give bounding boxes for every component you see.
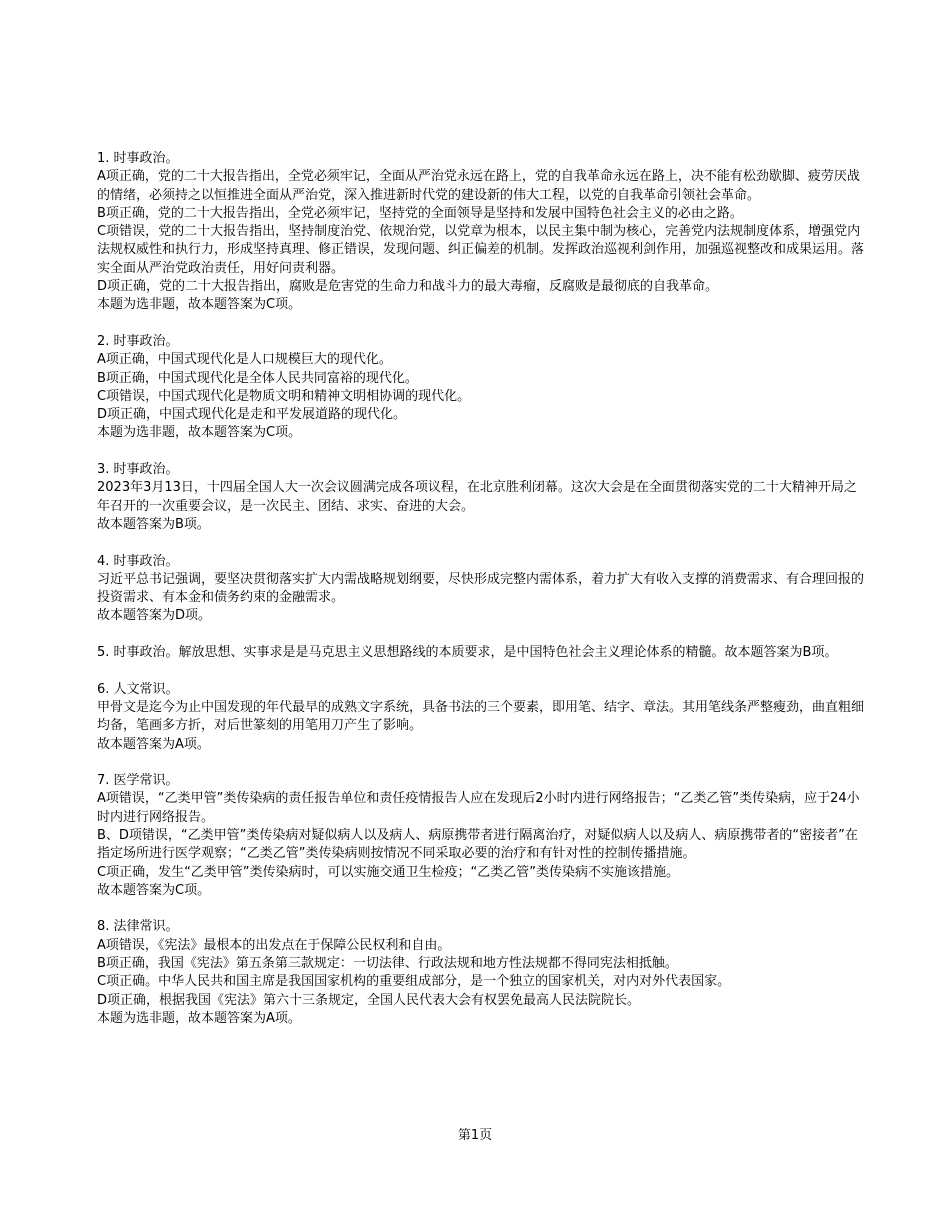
question-2-explanation xyxy=(97,333,869,443)
option-a-analysis: A项正确，党的二十大报告指出，全党必须牢记，全面从严治党永远在路上，党的自我革命永远在路上，决不能有松劲歇脚、疲劳厌战的情绪，必须持之以恒推进全面从严治党，深入推进新时代党的建设新的伟大工程，以党的自我革命引领社会革命。 xyxy=(97,169,860,203)
answer-line: 本题为选非题，故本题答案为C项。 xyxy=(97,425,302,441)
question-4-explanation xyxy=(97,553,869,626)
option-d-analysis: D项正确，中国式现代化是走和平发展道路的现代化。 xyxy=(97,407,407,423)
explanation-text: 2023年3月13日，十四届全国人大一次会议圆满完成各项议程，在北京胜利闭幕。这次大会是在全面贯彻落实党的二十大精神开局之年召开的一次重要会议，是一次民主、团结、求实、奋进的大会。 xyxy=(97,480,857,514)
answer-line: 本题为选非题，故本题答案为C项。 xyxy=(97,297,302,313)
question-8-explanation xyxy=(97,918,869,1028)
option-d-analysis: D项正确，根据我国《宪法》第六十三条规定，全国人民代表大会有权罢免最高人民法院院长。 xyxy=(97,992,641,1008)
option-c-analysis: C项正确，发生“乙类甲管”类传染病时，可以实施交通卫生检疫；“乙类乙管”类传染病不实施该措施。 xyxy=(97,864,680,880)
option-bd-analysis: B、D项错误，“乙类甲管”类传染病对疑似病人以及病人、病原携带者进行隔离治疗，对疑似病人以及病人、病原携带者的“密接者”在指定场所进行医学观察；“乙类乙管”类传染病则按情况不同采取必要的治疗和有针对性的控制传播措施。 xyxy=(97,827,858,862)
page-number: 第1页 xyxy=(457,1128,493,1143)
option-c-analysis: C项正确。中华人民共和国主席是我国国家机构的重要组成部分，是一个独立的国家机关，对内对外代表国家。 xyxy=(97,974,731,990)
question-heading: 7. 医学常识。 xyxy=(97,773,179,789)
answer-line: 故本题答案为B项。 xyxy=(97,516,210,532)
option-d-analysis: D项正确，党的二十大报告指出，腐败是危害党的生命力和战斗力的最大毒瘤，反腐败是最彻底的自我革命。 xyxy=(97,279,719,295)
option-b-analysis: B项正确，中国式现代化是全体人民共同富裕的现代化。 xyxy=(97,370,418,386)
option-b-analysis: B项正确，党的二十大报告指出，全党必须牢记，坚持党的全面领导是坚持和发展中国特色社会主义的必由之路。 xyxy=(97,205,743,221)
question-1-explanation xyxy=(97,150,869,315)
answer-line: 故本题答案为D项。 xyxy=(97,608,212,624)
answer-document xyxy=(97,150,869,1047)
option-a-analysis: A项错误，《宪法》最根本的出发点在于保障公民权利和自由。 xyxy=(97,937,451,953)
question-heading: 4. 时事政治。 xyxy=(97,553,179,569)
question-5-explanation xyxy=(97,644,869,662)
answer-line: 故本题答案为C项。 xyxy=(97,882,211,898)
question-6-explanation xyxy=(97,681,869,754)
answer-line: 故本题答案为A项。 xyxy=(97,736,210,752)
explanation-text: 习近平总书记强调，要坚决贯彻落实扩大内需战略规划纲要，尽快形成完整内需体系，着力扩大有收入支撑的消费需求、有合理回报的投资需求、有本金和债务约束的金融需求。 xyxy=(97,571,865,606)
question-heading: 8. 法律常识。 xyxy=(97,919,179,935)
option-c-analysis: C项错误，中国式现代化是物质文明和精神文明相协调的现代化。 xyxy=(97,388,471,404)
question-7-explanation xyxy=(97,772,869,900)
question-heading: 5. 时事政治。解放思想、实事求是是马克思主义思想路线的本质要求，是中国特色社会主义理论体系的精髓。故本题答案为B项。 xyxy=(97,645,838,661)
question-heading: 2. 时事政治。 xyxy=(97,333,179,349)
explanation-text: 甲骨文是迄今为止中国发现的年代最早的成熟文字系统，具备书法的三个要素，即用笔、结字、章法。其用笔线条严整瘦劲，曲直粗细均备，笔画多方折，对后世篆刻的用笔用刀产生了影响。 xyxy=(97,699,865,734)
question-heading: 3. 时事政治。 xyxy=(97,462,179,478)
option-a-analysis: A项错误，“乙类甲管”类传染病的责任报告单位和责任疫情报告人应在发现后2小时内进行网络报告；“乙类乙管”类传染病，应于24小时内进行网络报告。 xyxy=(97,791,860,825)
option-b-analysis: B项正确，我国《宪法》第五条第三款规定：一切法律、行政法规和地方性法规都不得同宪法相抵触。 xyxy=(97,956,678,972)
option-a-analysis: A项正确，中国式现代化是人口规模巨大的现代化。 xyxy=(97,352,392,368)
question-heading: 6. 人文常识。 xyxy=(97,681,179,697)
question-heading: 1. 时事政治。 xyxy=(97,151,179,166)
option-c-analysis: C项错误，党的二十大报告指出，坚持制度治党、依规治党，以党章为根本，以民主集中制为核心，完善党内法规制度体系，增强党内法规权威性和执行力，形成坚持真理、修正错误，发现问题、纠正偏差的机制。发挥政治巡视利剑作用，加强巡视整改和成果运用。落实全面从严治党政治责任，用好问责利器。 xyxy=(97,224,865,276)
answer-line: 本题为选非题，故本题答案为A项。 xyxy=(97,1010,301,1026)
question-3-explanation xyxy=(97,461,869,534)
